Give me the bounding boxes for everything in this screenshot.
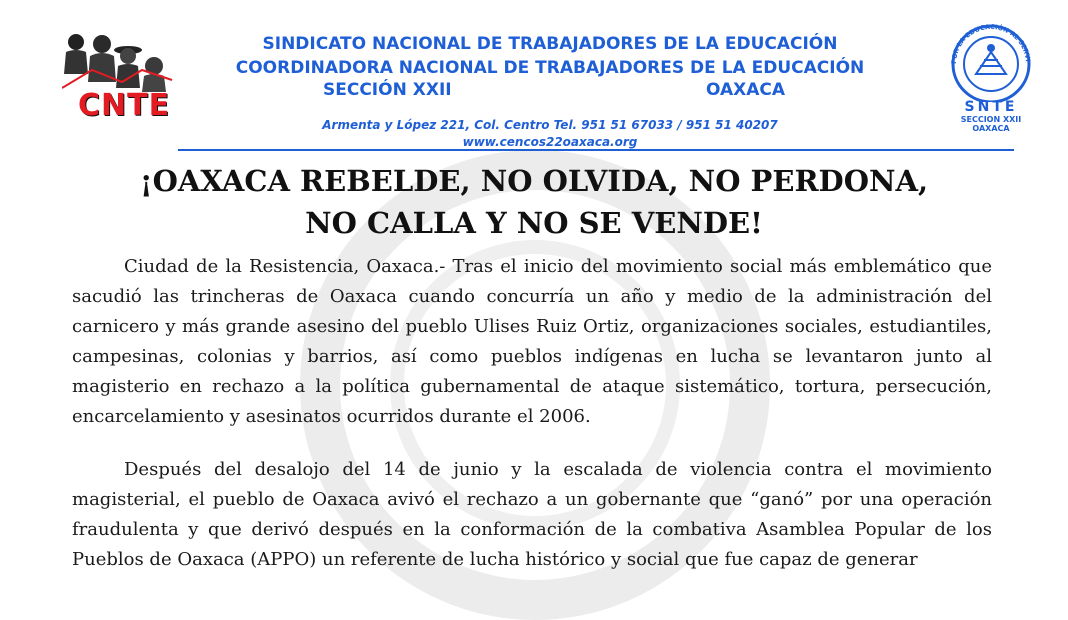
document-body [72,252,992,575]
section-label: SECCIÓN XXII [323,80,452,100]
coordinator-name-line: COORDINADORA NACIONAL DE TRABAJADORES DE LA EDUCACIÓN [235,58,865,78]
title-line-2: NO CALLA Y NO SE VENDE! [305,206,763,240]
contact-address: Armenta y López 221, Col. Centro Tel. 951 51 67033 / 951 51 40207 [322,118,778,132]
snte-seal-caption [944,99,1038,133]
snte-state-label: OAXACA [972,124,1010,133]
body-paragraph: Ciudad de la Resistencia, Oaxaca.- Tras el inicio del movimiento social más emblemático que sacudió las trincheras de Oaxaca cuando concurría un año y medio de la administración del carnicero y más grande asesino del pueblo Ulises Ruiz Ortiz, organizaciones sociales, estudiantiles, campesinas, colonias y barrios, así como pueblos indígenas en lucha se levantaron junto al magisterio en rechazo a la política gubernamental de ataque sistemático, tortura, persecución, encarcelamiento y asesinatos ocurridos durante el 2006. [72,256,992,427]
state-label: OAXACA [706,80,786,100]
cnte-figures-icon [62,30,177,92]
snte-seal-logo [944,22,1038,134]
snte-section-label: SECCION XXII [960,115,1022,124]
cnte-logo-text: CNTE [78,88,171,123]
letterhead [0,0,1068,150]
union-name-block [200,32,900,80]
snte-ring-text: POR LA EDUCACIÓN AL SERVI [949,22,1032,65]
contact-block [200,117,900,151]
header-divider [178,149,1014,151]
document-title [0,160,1068,244]
cnte-logo [62,30,177,122]
snte-seal-icon [944,22,1038,102]
body-paragraph: Después del desalojo del 14 de junio y la escalada de violencia contra el movimiento magisterial, el pueblo de Oaxaca avivó el rechazo a un gobernante que “ganó” por una operación fraudulenta y que derivó después en la conformación de la combativa Asamblea Popular de los Pueblos de Oaxaca (APPO) un referente de lucha histórico y social que fue capaz de generar [72,459,992,570]
title-line-1: ¡OAXACA REBELDE, NO OLVIDA, NO PERDONA, [139,164,929,198]
union-name-line: SINDICATO NACIONAL DE TRABAJADORES DE LA EDUCACIÓN [262,34,838,54]
contact-website: www.cencos22oaxaca.org [462,135,638,149]
snte-label: SNTE [964,99,1018,115]
